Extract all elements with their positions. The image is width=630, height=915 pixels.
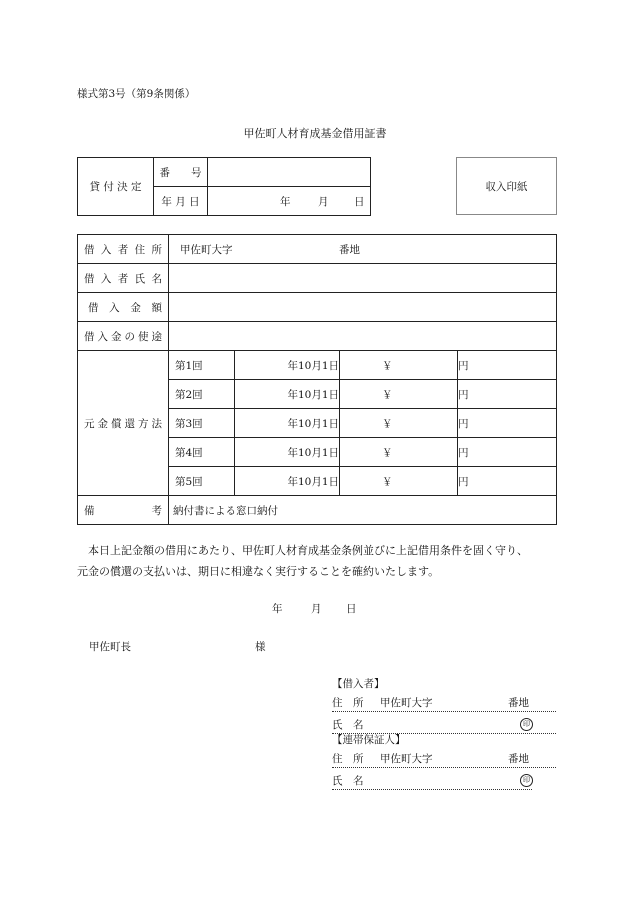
installment-no: 第4回 xyxy=(169,438,235,467)
installment-yen[interactable]: ￥ xyxy=(340,467,458,496)
addressee-mayor: 甲佐町長 xyxy=(89,641,131,653)
address-label: 借 入 者 住 所 xyxy=(78,235,169,264)
decision-year: 年 xyxy=(280,196,291,208)
guarantor-banchi: 番地 xyxy=(508,753,529,765)
decision-month: 月 xyxy=(318,196,329,208)
installment-unit: 円 xyxy=(458,409,557,438)
borrower-banchi: 番地 xyxy=(508,697,529,709)
name-value[interactable] xyxy=(169,264,557,293)
loan-decision-table xyxy=(77,157,371,216)
borrower-town: 甲佐町大字 xyxy=(380,697,433,709)
form-number: 様式第3号（第9条関係） xyxy=(77,88,196,100)
borrower-address-label: 住 所 xyxy=(332,697,364,709)
installment-row xyxy=(78,351,557,380)
installment-unit: 円 xyxy=(458,438,557,467)
installment-no: 第1回 xyxy=(169,351,235,380)
addressee-honorific: 様 xyxy=(255,641,266,653)
signature-month: 月 xyxy=(311,603,322,615)
amount-label: 借 入 金 額 xyxy=(78,293,169,322)
guarantor-town: 甲佐町大字 xyxy=(380,753,433,765)
loan-decision-label: 貸 付 決 定 xyxy=(78,158,154,216)
installment-unit: 円 xyxy=(458,467,557,496)
decision-date-value[interactable] xyxy=(208,187,371,216)
address-town: 甲佐町大字 xyxy=(180,244,233,256)
address-value[interactable] xyxy=(169,235,557,264)
installment-yen[interactable]: ￥ xyxy=(340,409,458,438)
signature-day: 日 xyxy=(346,603,357,615)
borrower-name-label: 氏 名 xyxy=(332,719,364,731)
pledge-text xyxy=(77,540,567,582)
remarks-value[interactable]: 納付書による窓口納付 xyxy=(169,496,557,525)
date-label: 年 月 日 xyxy=(154,187,208,216)
seal-icon: 印 xyxy=(520,774,533,787)
guarantor-name-label: 氏 名 xyxy=(332,775,364,787)
amount-value[interactable] xyxy=(169,293,557,322)
signature-year: 年 xyxy=(272,603,283,615)
purpose-row xyxy=(78,322,557,351)
seal-icon: 印 xyxy=(520,718,533,731)
installment-date[interactable]: 年10月1日 xyxy=(235,380,340,409)
remarks-row xyxy=(78,496,557,525)
purpose-value[interactable] xyxy=(169,322,557,351)
remarks-label: 備 考 xyxy=(78,496,169,525)
document-title: 甲佐町人材育成基金借用証書 xyxy=(243,127,387,140)
installment-no: 第2回 xyxy=(169,380,235,409)
installment-date[interactable]: 年10月1日 xyxy=(235,467,340,496)
number-label: 番 号 xyxy=(154,158,208,187)
installment-no: 第5回 xyxy=(169,467,235,496)
decision-day: 日 xyxy=(354,196,365,208)
amount-row xyxy=(78,293,557,322)
installment-unit: 円 xyxy=(458,351,557,380)
installment-date[interactable]: 年10月1日 xyxy=(235,351,340,380)
installment-no: 第3回 xyxy=(169,409,235,438)
guarantor-address-line[interactable] xyxy=(332,750,556,768)
installment-yen[interactable]: ￥ xyxy=(340,438,458,467)
borrower-heading: 【借入者】 xyxy=(332,678,385,690)
name-row xyxy=(78,264,557,293)
installment-yen[interactable]: ￥ xyxy=(340,380,458,409)
name-label: 借 入 者 氏 名 xyxy=(78,264,169,293)
pledge-line-2: 元金の償還の支払いは、期日に相違なく実行することを確約いたします。 xyxy=(77,565,440,578)
installment-yen[interactable]: ￥ xyxy=(340,351,458,380)
guarantor-block xyxy=(332,732,556,790)
guarantor-name-line[interactable] xyxy=(332,772,532,790)
installment-date[interactable]: 年10月1日 xyxy=(235,409,340,438)
pledge-line-1: 本日上記金額の借用にあたり、甲佐町人材育成基金条例並びに上記借用条件を固く守り、 xyxy=(88,544,528,557)
address-row xyxy=(78,235,557,264)
borrower-address-line[interactable] xyxy=(332,694,556,712)
number-value[interactable] xyxy=(208,158,371,187)
address-banchi: 番地 xyxy=(339,244,360,256)
loan-details-table xyxy=(77,234,557,525)
revenue-stamp-label: 収入印紙 xyxy=(485,180,528,193)
guarantor-heading: 【連帯保証人】 xyxy=(332,734,406,746)
purpose-label: 借 入 金 の 使 途 xyxy=(78,322,169,351)
guarantor-address-label: 住 所 xyxy=(332,753,364,765)
installment-unit: 円 xyxy=(458,380,557,409)
borrower-block xyxy=(332,676,556,734)
installment-date[interactable]: 年10月1日 xyxy=(235,438,340,467)
revenue-stamp-box xyxy=(456,157,557,215)
repayment-method-label: 元 金 償 還 方 法 xyxy=(78,351,169,496)
